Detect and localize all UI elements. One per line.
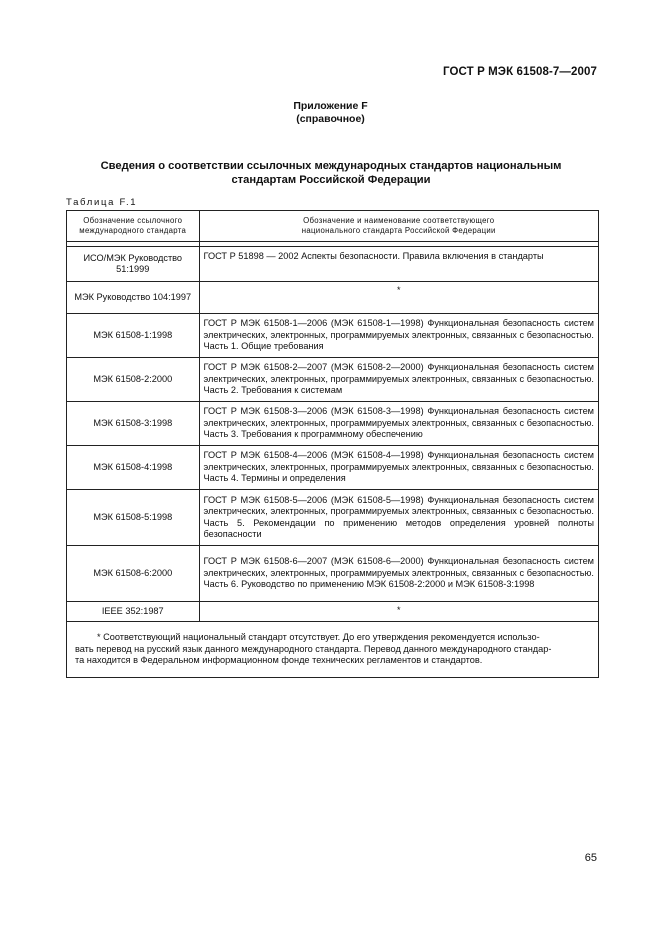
national-cell-absent: * [199,282,598,314]
national-cell: ГОСТ Р МЭК 61508-3—2006 (МЭК 61508-3—1998) Функциональная безопасность систем электрических, электронных, программируемых электронных, связанных с безопасностью. Часть 3. Требования к программному обеспечению [199,402,598,446]
table-row [67,602,598,622]
national-cell: ГОСТ Р МЭК 61508-2—2007 (МЭК 61508-2—2000) Функциональная безопасность систем электрических, электронных, программируемых электронных, связанных с безопасностью. Часть 2. Требования к системам [199,358,598,402]
reference-cell: МЭК 61508-2:2000 [67,358,199,402]
reference-cell: МЭК Руководство 104:1997 [67,282,199,314]
header-national-line-2: национального стандарта Российской Федерации [301,226,496,235]
reference-cell: МЭК 61508-1:1998 [67,314,199,358]
table-row [67,314,598,358]
header-national-line-1: Обозначение и наименование соответствующего [303,215,495,225]
section-title-line-2: стандартам Российской Федерации [231,174,431,186]
standards-table [66,210,599,678]
table-row [67,402,598,446]
national-cell: ГОСТ Р 51898 — 2002 Аспекты безопасности. Правила включения в стандарты [199,247,598,282]
reference-cell: МЭК 61508-4:1998 [67,446,199,490]
header-national-standard [199,211,598,242]
national-cell-absent: * [199,602,598,622]
footnote-line-3: та находится в Федеральном информационном фонде технических регламентов и стандартов. [75,655,483,666]
section-title-line-1: Сведения о соответствии ссылочных международных стандартов национальным [100,160,562,172]
national-cell: ГОСТ Р МЭК 61508-6—2007 (МЭК 61508-6—2000) Функциональная безопасность систем электрических, электронных, программируемых электронных, связанных с безопасностью. Часть 6. Руководство по применению МЭК 61508-2:2000 и МЭК 61508-3:1998 [199,546,598,602]
footnote-line-1: * Соответствующий национальный стандарт отсутствует. До его утверждения рекомендуется использо- [97,632,540,642]
table-row [67,247,598,282]
standards-table-grid [67,211,598,677]
table-row [67,490,598,546]
footnote-line-2: вать перевод на русский язык данного международного стандарта. Перевод данного международного стандар- [75,643,552,654]
national-cell: ГОСТ Р МЭК 61508-5—2006 (МЭК 61508-5—1998) Функциональная безопасность систем электрических, электронных, программируемых электронных, связанных с безопасностью. Часть 5. Рекомендации по применению методов определения уровней полноты безопасности [199,490,598,546]
header-reference-line-2: международного стандарта [79,226,187,235]
table-row [67,546,598,602]
header-reference-line-1: Обозначение ссылочного [83,215,183,225]
reference-cell: IEEE 352:1987 [67,602,199,622]
national-cell: ГОСТ Р МЭК 61508-4—2006 (МЭК 61508-4—1998) Функциональная безопасность систем электрических, электронных, программируемых электронных, связанных с безопасностью. Часть 4. Термины и определения [199,446,598,490]
appendix-heading [0,100,661,126]
header-reference-standard [67,211,199,242]
document-code: ГОСТ Р МЭК 61508-7—2007 [443,66,597,78]
table-label: Таблица F.1 [66,197,138,208]
appendix-subtitle: (справочное) [296,113,365,125]
reference-cell: ИСО/МЭК Руководство 51:1999 [67,247,199,282]
table-row [67,358,598,402]
footnote-cell [67,622,598,677]
table-row [67,282,598,314]
page-number: 65 [584,852,597,864]
reference-cell: МЭК 61508-3:1998 [67,402,199,446]
table-header-row [67,211,598,242]
footnote-row [67,622,598,677]
table-row [67,446,598,490]
reference-cell: МЭК 61508-5:1998 [67,490,199,546]
section-title [66,159,596,187]
reference-cell: МЭК 61508-6:2000 [67,546,199,602]
national-cell: ГОСТ Р МЭК 61508-1—2006 (МЭК 61508-1—1998) Функциональная безопасность систем электрических, электронных, программируемых электронных, связанных с безопасностью. Часть 1. Общие требования [199,314,598,358]
appendix-title: Приложение F [293,100,368,112]
